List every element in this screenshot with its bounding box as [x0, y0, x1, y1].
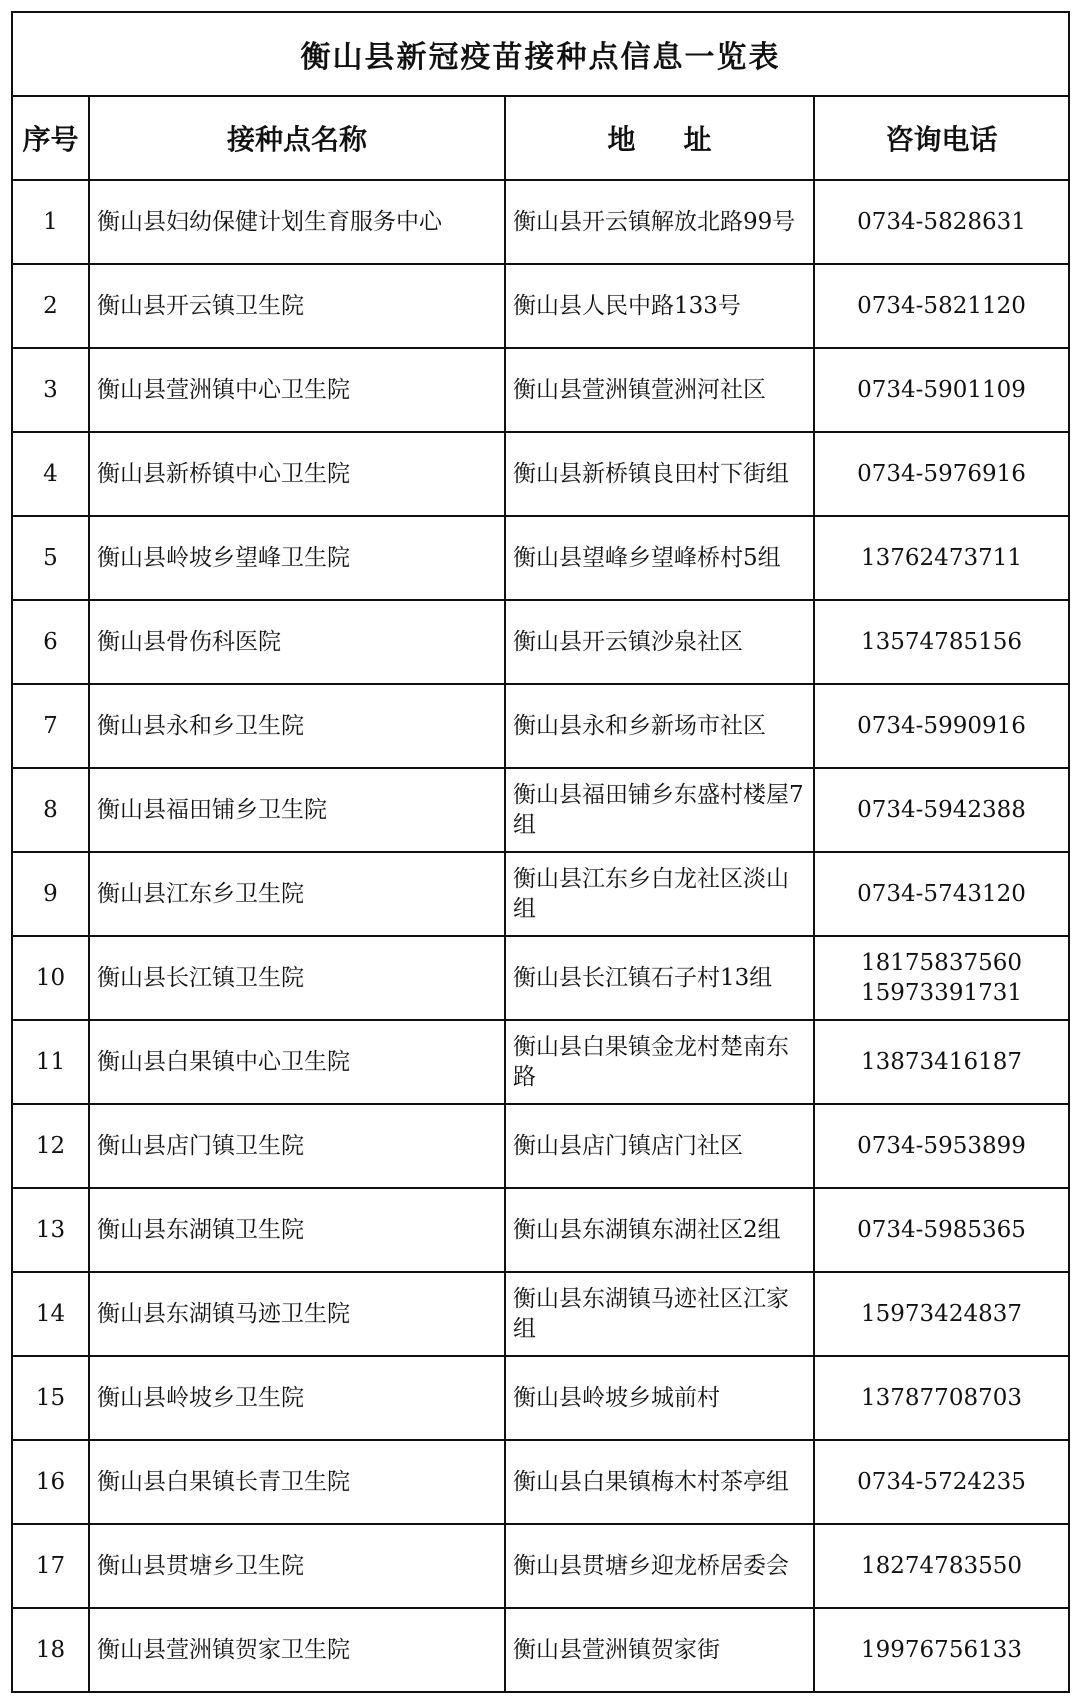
site-address: 衡山县白果镇梅木村茶亭组: [505, 1440, 814, 1524]
site-address: 衡山县店门镇店门社区: [505, 1104, 814, 1188]
site-phone: 15973391731: [861, 980, 1022, 1006]
site-phone: 0734-5828631: [857, 209, 1026, 235]
site-address: 衡山县望峰乡望峰桥村5组: [505, 516, 814, 600]
site-name: 衡山县岭坡乡卫生院: [89, 1356, 505, 1440]
table-row: [12, 936, 1069, 1020]
table-title: 衡山县新冠疫苗接种点信息一览表: [12, 12, 1069, 96]
site-address: 衡山县江东乡白龙社区淡山组: [505, 852, 814, 936]
table-row: [12, 768, 1069, 852]
site-phone-cell: [814, 684, 1069, 768]
site-phone-cell: [814, 768, 1069, 852]
site-phone: 0734-5976916: [857, 461, 1026, 487]
table-row: [12, 1608, 1069, 1692]
site-name: 衡山县白果镇中心卫生院: [89, 1020, 505, 1104]
table-body: [12, 180, 1069, 1692]
site-phone: 19976756133: [861, 1637, 1022, 1663]
table-row: [12, 264, 1069, 348]
site-name: 衡山县妇幼保健计划生育服务中心: [89, 180, 505, 264]
site-name: 衡山县萱洲镇贺家卫生院: [89, 1608, 505, 1692]
table-row: [12, 1188, 1069, 1272]
site-address: 衡山县人民中路133号: [505, 264, 814, 348]
row-index: 9: [12, 852, 89, 936]
site-phone-cell: [814, 600, 1069, 684]
vaccination-sites-sheet: [11, 11, 1068, 1693]
site-name: 衡山县岭坡乡望峰卫生院: [89, 516, 505, 600]
table-row: [12, 1020, 1069, 1104]
table-row: [12, 1104, 1069, 1188]
header-name: 接种点名称: [89, 96, 505, 180]
site-phone: 0734-5953899: [857, 1133, 1026, 1159]
site-name: 衡山县新桥镇中心卫生院: [89, 432, 505, 516]
site-phone-cell: [814, 1272, 1069, 1356]
site-phone-cell: [814, 936, 1069, 1020]
header-address: 地址: [505, 96, 814, 180]
site-address: 衡山县开云镇沙泉社区: [505, 600, 814, 684]
site-phone-cell: [814, 1524, 1069, 1608]
site-address: 衡山县贯塘乡迎龙桥居委会: [505, 1524, 814, 1608]
table-row: [12, 1356, 1069, 1440]
row-index: 14: [12, 1272, 89, 1356]
site-phone-cell: [814, 1020, 1069, 1104]
row-index: 13: [12, 1188, 89, 1272]
site-phone-cell: [814, 1104, 1069, 1188]
table-row: [12, 1524, 1069, 1608]
site-phone-cell: [814, 1188, 1069, 1272]
header-phone: 咨询电话: [814, 96, 1069, 180]
row-index: 11: [12, 1020, 89, 1104]
site-address: 衡山县萱洲镇贺家街: [505, 1608, 814, 1692]
row-index: 5: [12, 516, 89, 600]
site-phone-cell: [814, 852, 1069, 936]
site-address: 衡山县东湖镇马迹社区江家组: [505, 1272, 814, 1356]
site-address: 衡山县新桥镇良田村下街组: [505, 432, 814, 516]
vaccination-sites-table: [11, 11, 1070, 1693]
site-phone: 0734-5724235: [857, 1469, 1026, 1495]
table-row: [12, 600, 1069, 684]
row-index: 7: [12, 684, 89, 768]
row-index: 3: [12, 348, 89, 432]
table-row: [12, 348, 1069, 432]
site-phone: 0734-5901109: [857, 377, 1026, 403]
site-name: 衡山县开云镇卫生院: [89, 264, 505, 348]
site-phone: 0734-5821120: [857, 293, 1026, 319]
table-row: [12, 180, 1069, 264]
header-index: 序号: [12, 96, 89, 180]
row-index: 6: [12, 600, 89, 684]
row-index: 10: [12, 936, 89, 1020]
site-name: 衡山县贯塘乡卫生院: [89, 1524, 505, 1608]
site-phone: 0734-5942388: [857, 797, 1026, 823]
site-address: 衡山县萱洲镇萱洲河社区: [505, 348, 814, 432]
row-index: 12: [12, 1104, 89, 1188]
row-index: 2: [12, 264, 89, 348]
site-name: 衡山县白果镇长青卫生院: [89, 1440, 505, 1524]
site-phone: 13762473711: [861, 545, 1022, 571]
row-index: 17: [12, 1524, 89, 1608]
site-phone-cell: [814, 432, 1069, 516]
site-phone: 0734-5985365: [857, 1217, 1026, 1243]
table-row: [12, 516, 1069, 600]
site-phone-cell: [814, 1440, 1069, 1524]
site-name: 衡山县东湖镇马迹卫生院: [89, 1272, 505, 1356]
site-phone-cell: [814, 264, 1069, 348]
table-row: [12, 1440, 1069, 1524]
site-address: 衡山县永和乡新场市社区: [505, 684, 814, 768]
row-index: 8: [12, 768, 89, 852]
header-row: [12, 96, 1069, 180]
site-name: 衡山县骨伤科医院: [89, 600, 505, 684]
site-phone: 0734-5990916: [857, 713, 1026, 739]
row-index: 4: [12, 432, 89, 516]
site-phone: 0734-5743120: [857, 881, 1026, 907]
site-phone-cell: [814, 1608, 1069, 1692]
row-index: 15: [12, 1356, 89, 1440]
site-name: 衡山县店门镇卫生院: [89, 1104, 505, 1188]
table-row: [12, 1272, 1069, 1356]
site-phone: 15973424837: [861, 1301, 1022, 1327]
site-phone: 18274783550: [861, 1553, 1022, 1579]
site-name: 衡山县永和乡卫生院: [89, 684, 505, 768]
site-name: 衡山县东湖镇卫生院: [89, 1188, 505, 1272]
row-index: 18: [12, 1608, 89, 1692]
row-index: 16: [12, 1440, 89, 1524]
row-index: 1: [12, 180, 89, 264]
table-row: [12, 432, 1069, 516]
site-name: 衡山县长江镇卫生院: [89, 936, 505, 1020]
site-address: 衡山县福田铺乡东盛村楼屋7组: [505, 768, 814, 852]
site-phone: 13873416187: [861, 1049, 1022, 1075]
table-row: [12, 684, 1069, 768]
site-name: 衡山县福田铺乡卫生院: [89, 768, 505, 852]
site-phone-cell: [814, 180, 1069, 264]
site-address: 衡山县开云镇解放北路99号: [505, 180, 814, 264]
site-phone-cell: [814, 1356, 1069, 1440]
site-phone: 13574785156: [861, 629, 1022, 655]
site-address: 衡山县长江镇石子村13组: [505, 936, 814, 1020]
site-name: 衡山县萱洲镇中心卫生院: [89, 348, 505, 432]
site-name: 衡山县江东乡卫生院: [89, 852, 505, 936]
site-address: 衡山县白果镇金龙村楚南东路: [505, 1020, 814, 1104]
site-address: 衡山县岭坡乡城前村: [505, 1356, 814, 1440]
site-phone-cell: [814, 348, 1069, 432]
site-address: 衡山县东湖镇东湖社区2组: [505, 1188, 814, 1272]
site-phone: 13787708703: [861, 1385, 1022, 1411]
table-row: [12, 852, 1069, 936]
site-phone-cell: [814, 516, 1069, 600]
site-phone: 18175837560: [861, 950, 1022, 976]
